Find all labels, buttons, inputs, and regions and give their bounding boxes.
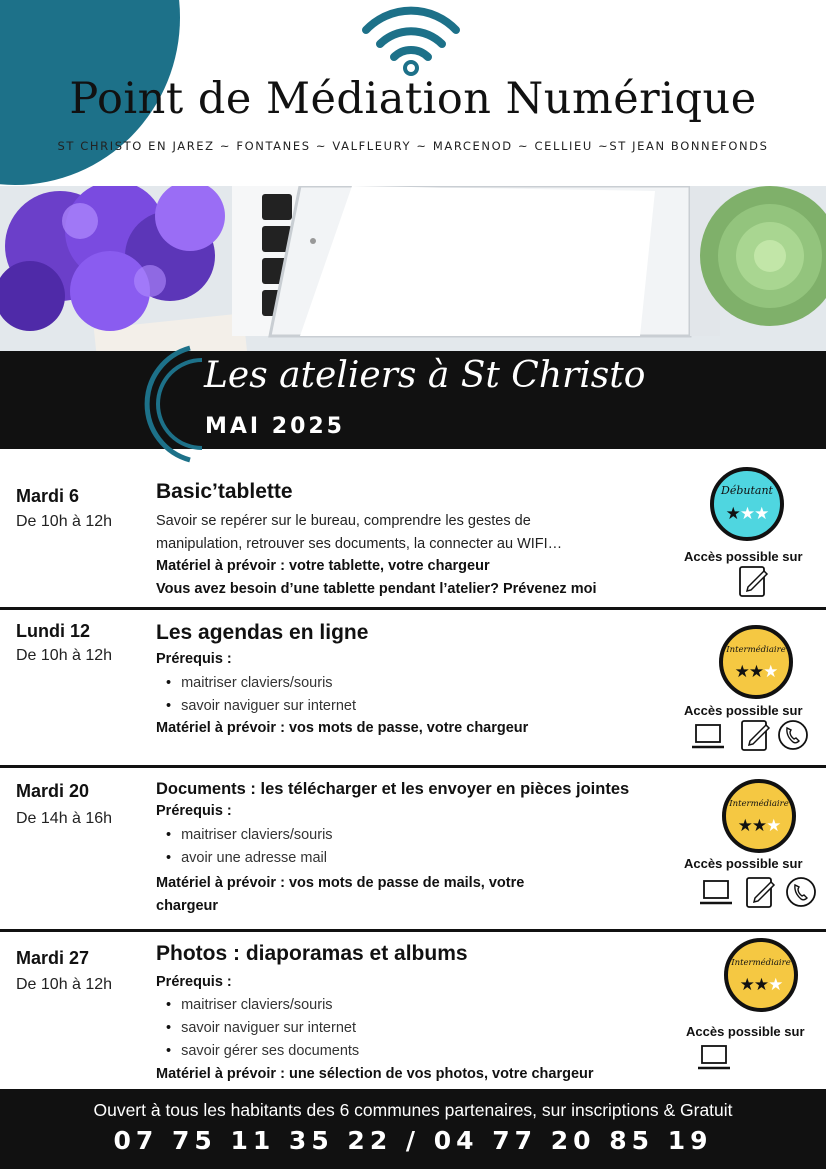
access-label: Accès possible sur	[684, 856, 803, 871]
workshop-material: Matériel à prévoir : votre tablette, votre chargeur	[156, 558, 490, 574]
workshop-title: Photos : diaporamas et albums	[156, 942, 468, 965]
level-stars: ★★★	[725, 504, 769, 524]
laptop-icon	[699, 876, 733, 908]
banner-title: Les ateliers à St Christo	[204, 355, 646, 396]
workshop-time: De 10h à 12h	[16, 513, 113, 530]
description-line: manipulation, retrouver ses documents, la connecter au WIFI…	[156, 536, 563, 552]
prerequisites-list	[166, 824, 333, 870]
list-item: • savoir naviguer sur internet	[166, 695, 356, 718]
level-stars: ★★★	[739, 975, 783, 995]
prerequisites-list	[166, 994, 359, 1063]
level-label: Intermédiaire	[726, 645, 786, 655]
prereq-label: Prérequis :	[156, 651, 232, 667]
page-title: Point de Médiation Numérique	[69, 74, 757, 124]
banner-month: MAI 2025	[205, 414, 345, 439]
description-line: Savoir se repérer sur le bureau, comprendre les gestes de	[156, 513, 531, 529]
section-divider	[0, 929, 826, 932]
workshop-date: Mardi 6	[16, 486, 80, 506]
section-divider	[0, 607, 826, 610]
list-item: • maitriser claviers/souris	[166, 824, 333, 847]
list-item: • maitriser claviers/souris	[166, 672, 356, 695]
material-line: Matériel à prévoir : vos mots de passe de mails, votre	[156, 875, 525, 891]
workshop-time: De 10h à 12h	[16, 647, 113, 664]
list-item: • savoir gérer ses documents	[166, 1040, 359, 1063]
workshop-material: Matériel à prévoir : une sélection de vos photos, votre chargeur	[156, 1066, 594, 1082]
tablet-icon	[744, 876, 778, 908]
level-badge-intermediate	[724, 938, 798, 1012]
level-stars: ★★★	[737, 816, 781, 836]
footer-phones: 07 75 11 35 22 / 04 77 20 85 19	[113, 1126, 713, 1155]
workshop-description	[156, 510, 562, 556]
workshop-material: Matériel à prévoir : vos mots de passe, votre chargeur	[156, 720, 529, 736]
communes-subtitle: ST CHRISTO EN JAREZ ~ FONTANES ~ VALFLEURY ~ MARCENOD ~ CELLIEU ~ST JEAN BONNEFONDS	[57, 139, 769, 153]
prereq-label: Prérequis :	[156, 803, 232, 819]
level-badge-intermediate	[722, 779, 796, 853]
tablet-icon	[737, 565, 771, 597]
level-badge-beginner	[710, 467, 784, 541]
list-item: • savoir naviguer sur internet	[166, 1017, 359, 1040]
level-badge-intermediate	[719, 625, 793, 699]
level-stars: ★★★	[734, 662, 778, 682]
workshop-material	[156, 872, 524, 918]
laptop-icon	[697, 1041, 731, 1073]
section-divider	[0, 765, 826, 768]
material-line: chargeur	[156, 898, 219, 914]
phone-icon	[784, 876, 818, 908]
header-photo	[0, 186, 826, 351]
phone-icon	[776, 719, 810, 751]
workshop-time: De 10h à 12h	[16, 976, 113, 993]
level-label: Intermédiaire	[731, 958, 791, 968]
footer-info: Ouvert à tous les habitants des 6 communes partenaires, sur inscriptions & Gratuit	[93, 1100, 733, 1120]
access-label: Accès possible sur	[684, 549, 803, 564]
prereq-label: Prérequis :	[156, 974, 232, 990]
workshop-title: Les agendas en ligne	[156, 621, 369, 644]
workshop-date: Lundi 12	[16, 621, 91, 641]
laptop-icon	[691, 720, 725, 752]
wifi-icon	[362, 6, 460, 78]
workshop-date: Mardi 20	[16, 781, 90, 801]
access-label: Accès possible sur	[684, 703, 803, 718]
level-label: Débutant	[721, 484, 773, 497]
list-item: • maitriser claviers/souris	[166, 994, 359, 1017]
workshop-note: Vous avez besoin d’une tablette pendant l’atelier? Prévenez moi	[156, 581, 597, 597]
level-label: Intermédiaire	[729, 799, 789, 809]
tablet-icon	[739, 719, 773, 751]
workshop-date: Mardi 27	[16, 948, 90, 968]
access-label: Accès possible sur	[686, 1024, 805, 1039]
workshop-time: De 14h à 16h	[16, 810, 113, 827]
list-item: • avoir une adresse mail	[166, 847, 333, 870]
prerequisites-list	[166, 672, 356, 718]
workshop-title: Basic’tablette	[156, 480, 293, 503]
workshop-title: Documents : les télécharger et les envoyer en pièces jointes	[156, 780, 630, 798]
